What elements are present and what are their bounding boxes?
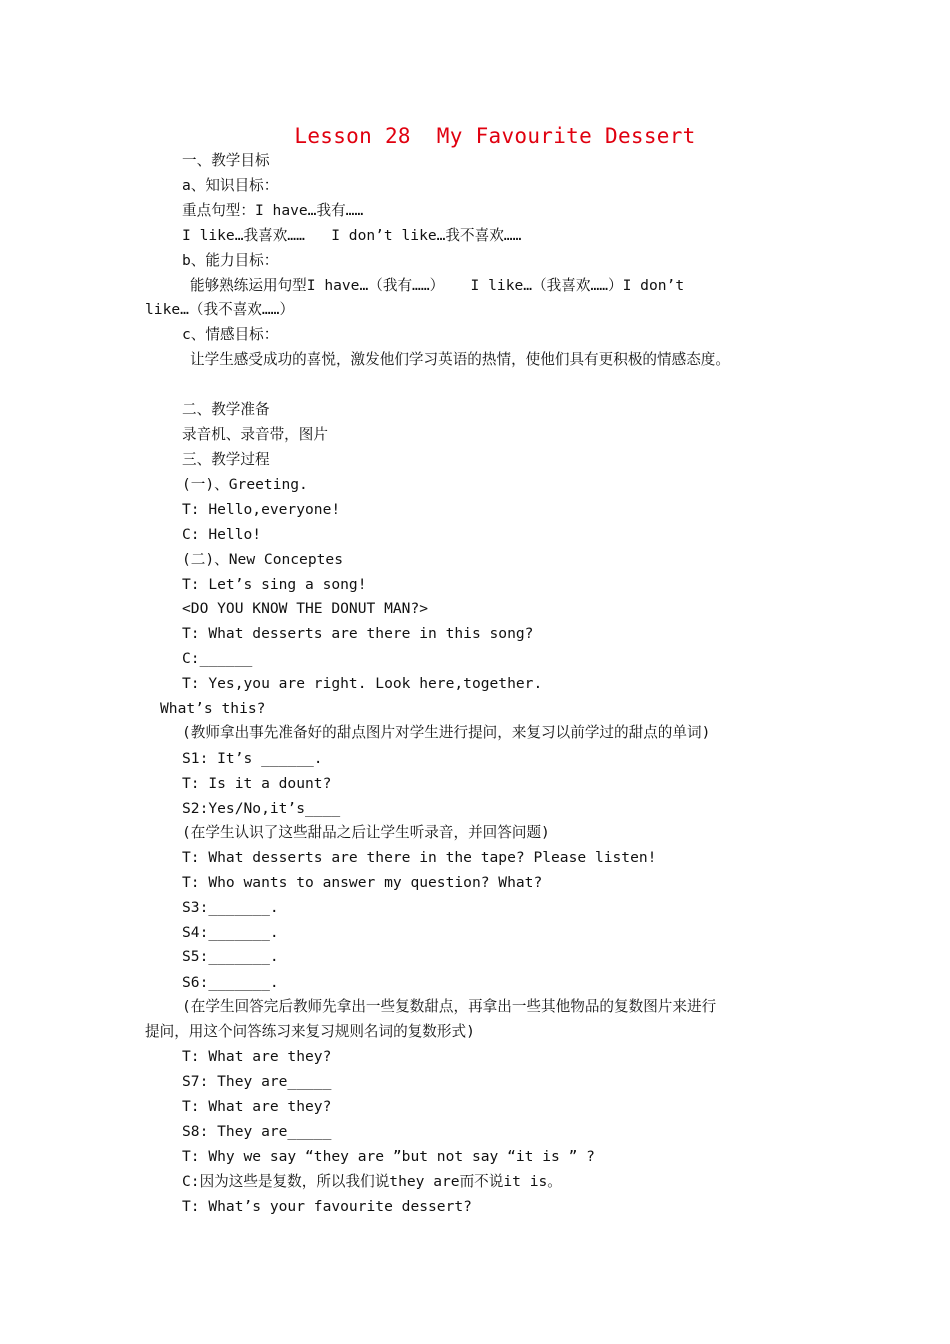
dialogue-line: S4:_______. [182, 924, 279, 941]
subheading-ability: b、能力目标： [182, 252, 279, 269]
dialogue-line: T: What desserts are there in this song? [182, 625, 534, 642]
dialogue-line: C: Hello! [182, 526, 262, 543]
key-pattern-line: 重点句型：I have…我有…… [182, 202, 364, 219]
dialogue-line: T: Is it a dount? [182, 775, 332, 792]
instruction-note: (在学生回答完后教师先拿出一些复数甜点，再拿出一些其他物品的复数图片来进行 [182, 998, 717, 1015]
dialogue-line: T: What are they? [182, 1098, 332, 1115]
dialogue-line: C:因为这些是复数，所以我们说they are而不说it is。 [182, 1173, 562, 1190]
dialogue-line: T: Why we say “they are ”but not say “it is ” ? [182, 1148, 595, 1165]
lesson-title: Lesson 28 My Favourite Dessert [294, 124, 696, 148]
dialogue-line: S8: They are_____ [182, 1123, 332, 1140]
emotion-line: 让学生感受成功的喜悦，激发他们学习英语的热情，使他们具有更积极的情感态度。 [190, 351, 730, 368]
ability-line: 能够熟练运用句型I have…（我有……） I like…（我喜欢……）I don’t [190, 277, 685, 294]
ability-line-continued: like…（我不喜欢……） [145, 301, 295, 318]
dialogue-line: T: What desserts are there in the tape? Please listen! [182, 849, 657, 866]
step-greeting: (一)、Greeting. [182, 476, 308, 493]
dialogue-line: T: What’s your favourite dessert? [182, 1198, 472, 1215]
section-heading-process: 三、教学过程 [182, 451, 270, 468]
dialogue-line: S6:_______. [182, 974, 279, 991]
dialogue-line: S7: They are_____ [182, 1073, 332, 1090]
song-title-line: <DO YOU KNOW THE DONUT MAN?> [182, 600, 429, 617]
dialogue-line: T: What are they? [182, 1048, 332, 1065]
dialogue-line: T: Yes,you are right. Look here,together. [182, 675, 543, 692]
dialogue-line: S5:_______. [182, 948, 279, 965]
step-new-concepts: (二)、New Conceptes [182, 551, 343, 568]
section-heading-preparation: 二、教学准备 [182, 401, 270, 418]
materials-line: 录音机、录音带，图片 [182, 426, 328, 443]
dialogue-line: S2:Yes/No,it’s____ [182, 800, 341, 817]
subheading-knowledge: a、知识目标： [182, 177, 279, 194]
dialogue-line: T: Hello,everyone! [182, 501, 341, 518]
section-heading-objectives: 一、教学目标 [182, 152, 270, 169]
instruction-note-continued: 提问，用这个问答练习来复习规则名词的复数形式) [145, 1023, 475, 1040]
dialogue-line: S3:_______. [182, 899, 279, 916]
dialogue-line: T: Let’s sing a song! [182, 576, 367, 593]
like-pattern-line: I like…我喜欢…… I don’t like…我不喜欢…… [182, 227, 522, 244]
dialogue-line: T: Who wants to answer my question? What? [182, 874, 543, 891]
dialogue-line: What’s this? [160, 700, 266, 717]
instruction-note: (在学生认识了这些甜品之后让学生听录音，并回答问题) [182, 824, 550, 841]
dialogue-line: S1: It’s ______. [182, 750, 323, 767]
dialogue-line: C:______ [182, 650, 253, 667]
instruction-note: (教师拿出事先准备好的甜点图片对学生进行提问，来复习以前学过的甜点的单词) [182, 724, 711, 741]
subheading-emotion: c、情感目标： [182, 326, 279, 343]
